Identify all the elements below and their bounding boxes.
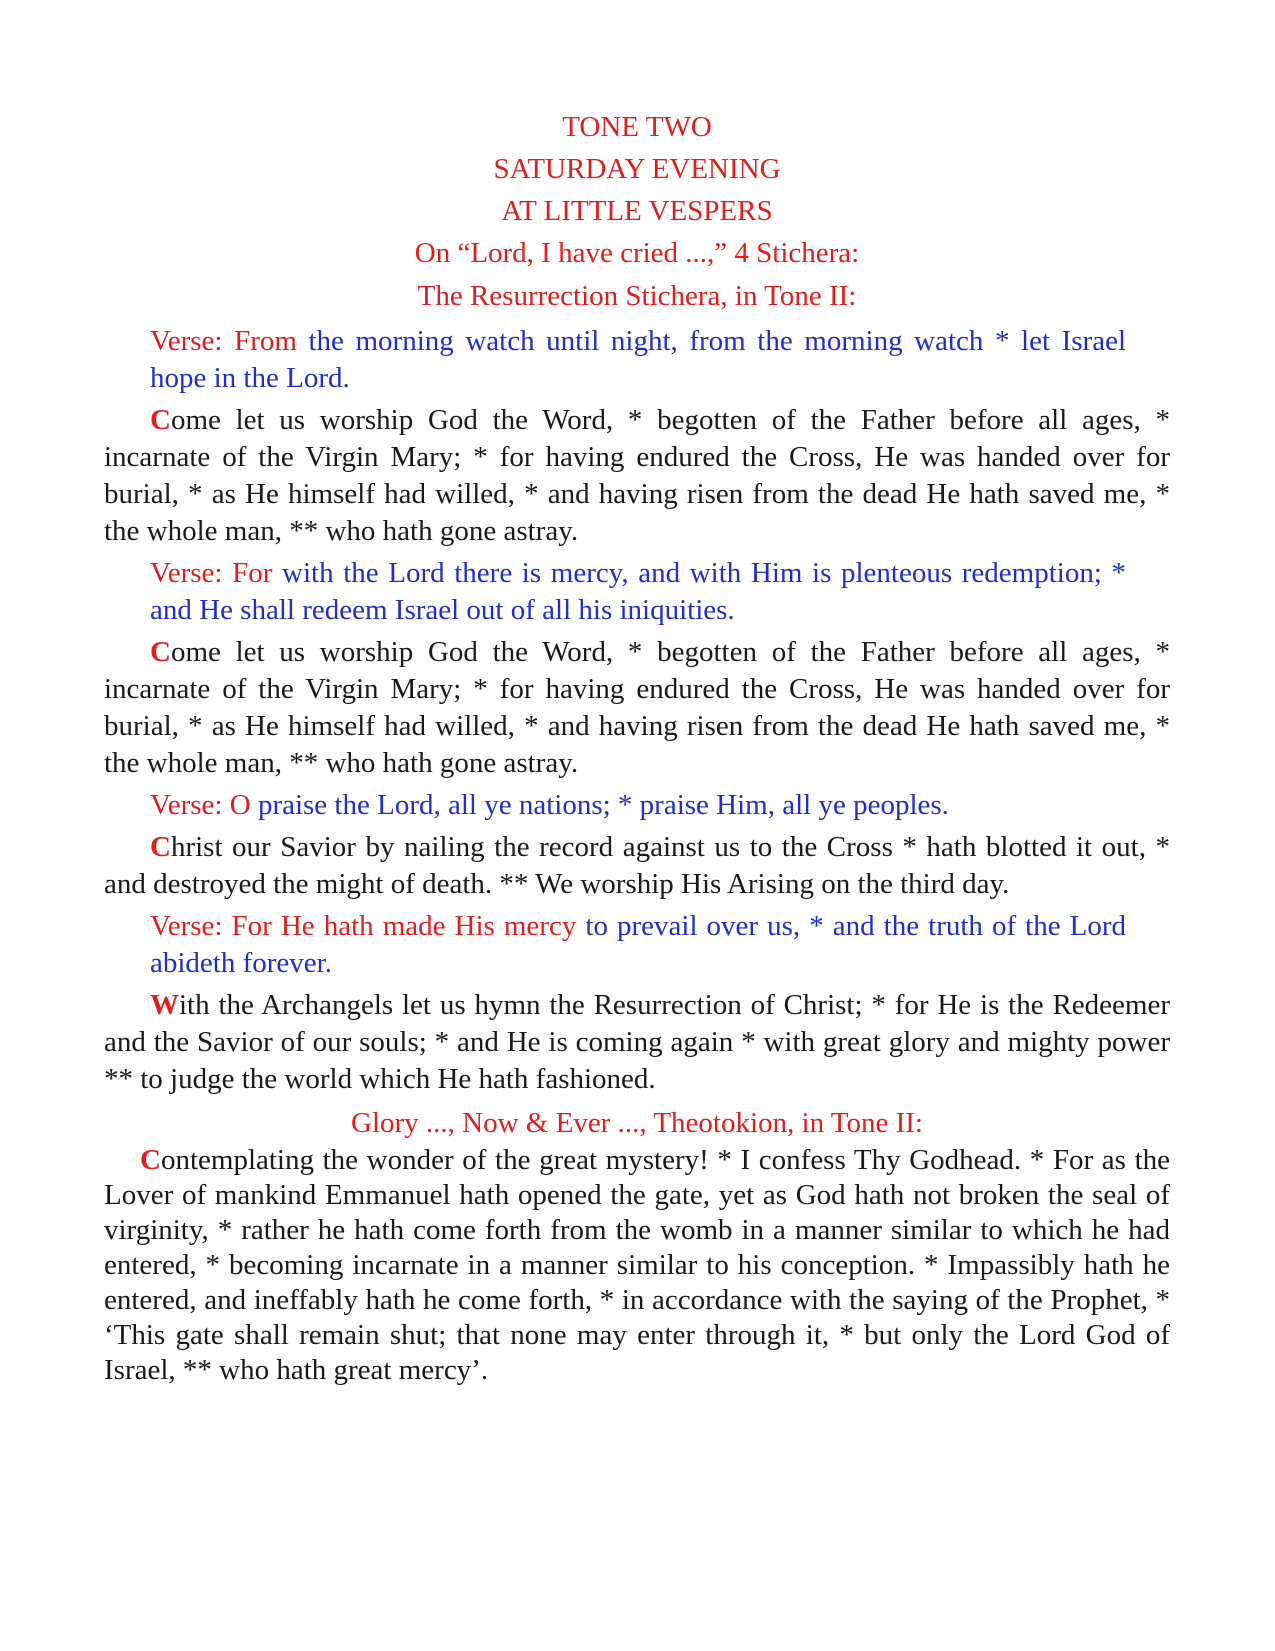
drop-initial: C	[140, 1144, 161, 1176]
verse	[150, 555, 1126, 629]
sticheron-text: hrist our Savior by nailing the record against us to the Cross * hath blotted it out, * and destroyed the might of death. ** We worship His Arising on the third day.	[104, 831, 1170, 900]
drop-initial: W	[150, 989, 179, 1021]
drop-initial: C	[150, 404, 171, 436]
verse	[150, 323, 1126, 397]
verse	[150, 787, 1126, 824]
sticheron	[104, 829, 1170, 903]
sticheron	[104, 402, 1170, 550]
resurrection-rubric: The Resurrection Stichera, in Tone II:	[417, 280, 857, 312]
verse-text: the morning watch until night, from the morning watch * let Israel hope in the Lord.	[150, 325, 1126, 394]
verse-label: Verse:	[150, 789, 223, 821]
theotokion-text: ontemplating the wonder of the great mystery! * I confess Thy Godhead. * For as the Lover of mankind Emmanuel hath opened the gate, yet as God hath not broken the seal of virginity, * rather he hath come forth from the womb in a manner similar to which he had entered, * becoming incarnate in a manner similar to his conception. * Impassibly hath he entered, and ineffably hath he come forth, * in accordance with the saying of the Prophet, * ‘This gate shall remain shut; that none may enter through it, * but only the Lord God of Israel, ** who hath great mercy’.	[104, 1144, 1170, 1386]
tone-heading: TONE TWO	[562, 111, 712, 143]
document-page	[104, 106, 1170, 1388]
stichera-rubric: On “Lord, I have cried ...,” 4 Stichera:	[414, 237, 860, 269]
sticheron-text: ith the Archangels let us hymn the Resurrection of Christ; * for He is the Redeemer and the Savior of our souls; * and He is coming again * with great glory and mighty power ** to judge the world which He hath fashioned.	[104, 989, 1170, 1095]
sticheron	[104, 987, 1170, 1098]
verse-first-word: From	[234, 325, 297, 357]
verse-label: Verse:	[150, 910, 223, 942]
verse-text: with the Lord there is mercy, and with Him is plenteous redemption; * and He shall redeem Israel out of all his iniquities.	[150, 557, 1127, 626]
verse-label: Verse:	[150, 325, 223, 357]
sticheron-text: ome let us worship God the Word, * begotten of the Father before all ages, * incarnate of the Virgin Mary; * for having endured the Cross, He was handed over for burial, * as He himself had willed, * and having risen from the dead He hath saved me, * the whole man, ** who hath gone astray.	[104, 404, 1170, 547]
verse-text: praise the Lord, all ye nations; * praise Him, all ye peoples.	[257, 789, 949, 821]
verse-text: to prevail over us, * and the truth of the Lord abideth forever.	[150, 910, 1127, 979]
verse-first-word: For He hath made His mercy	[231, 910, 577, 942]
service-heading: AT LITTLE VESPERS	[501, 195, 773, 227]
day-heading: SATURDAY EVENING	[493, 153, 781, 185]
theotokion	[104, 1143, 1170, 1388]
drop-initial: C	[150, 831, 171, 863]
drop-initial: C	[150, 636, 171, 668]
verse-first-word: For	[232, 557, 273, 589]
glory-rubric: Glory ..., Now & Ever ..., Theotokion, in Tone II:	[351, 1107, 923, 1139]
sticheron-text: ome let us worship God the Word, * begotten of the Father before all ages, * incarnate of the Virgin Mary; * for having endured the Cross, He was handed over for burial, * as He himself had willed, * and having risen from the dead He hath saved me, * the whole man, ** who hath gone astray.	[104, 636, 1170, 779]
verse-first-word: O	[229, 789, 251, 821]
verse	[150, 908, 1126, 982]
sticheron	[104, 634, 1170, 782]
verse-label: Verse:	[150, 557, 223, 589]
